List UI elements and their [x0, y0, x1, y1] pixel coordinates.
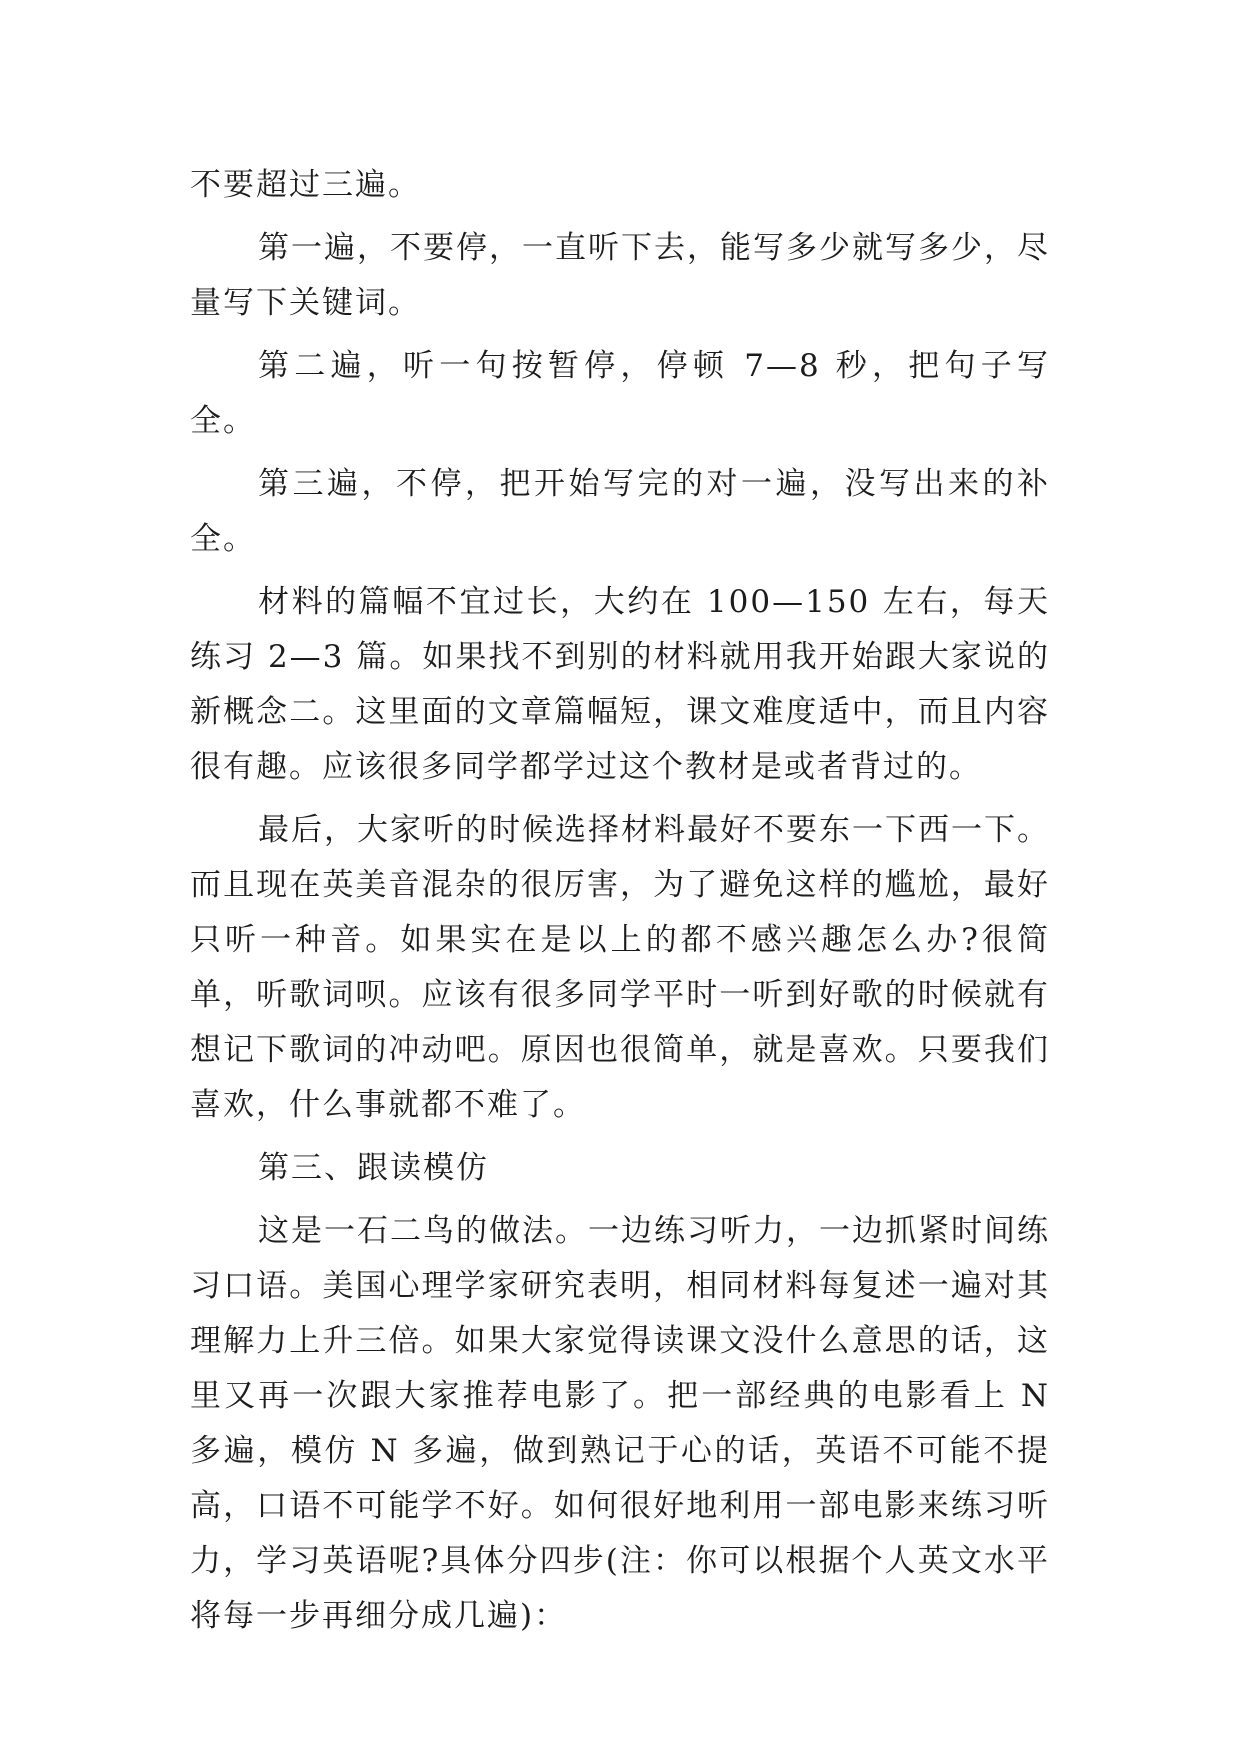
paragraph-first-pass: 第一遍，不要停，一直听下去，能写多少就写多少，尽量写下关键词。: [190, 230, 1050, 321]
paragraph-third-pass: 第三遍，不停，把开始写完的对一遍，没写出来的补全。: [190, 466, 1050, 557]
body-text: [190, 158, 1050, 1652]
paragraph-imitation: 这是一石二鸟的做法。一边练习听力，一边抓紧时间练习口语。美国心理学家研究表明，相同材料每复述一遍对其理解力上升三倍。如果大家觉得读课文没什么意思的话，这里又再一次跟大家推荐电影了。把一部经典的电影看上 N 多遍，模仿 N 多遍，做到熟记于心的话，英语不可能不提高，口语不可能学不好。如何很好地利用一部电影来练习听力，学习英语呢?具体分四步(注：你可以根据个人英文水平将每一步再细分成几遍)：: [190, 1213, 1050, 1634]
section-heading: 第三、跟读模仿: [258, 1150, 489, 1186]
paragraph-continuation: 不要超过三遍。: [190, 167, 421, 203]
paragraph-second-pass: 第二遍，听一句按暂停，停顿 7—8 秒，把句子写全。: [190, 348, 1050, 439]
paragraph-final-advice: 最后，大家听的时候选择材料最好不要东一下西一下。而且现在英美音混杂的很厉害，为了避免这样的尴尬，最好只听一种音。如果实在是以上的都不感兴趣怎么办?很简单，听歌词呗。应该有很多同学平时一听到好歌的时候就有想记下歌词的冲动吧。原因也很简单，就是喜欢。只要我们喜欢，什么事就都不难了。: [190, 812, 1050, 1123]
paragraph-material-length: 材料的篇幅不宜过长，大约在 100—150 左右，每天练习 2—3 篇。如果找不到别的材料就用我开始跟大家说的新概念二。这里面的文章篇幅短，课文难度适中，而且内容很有趣。应该很多同学都学过这个教材是或者背过的。: [190, 584, 1050, 785]
